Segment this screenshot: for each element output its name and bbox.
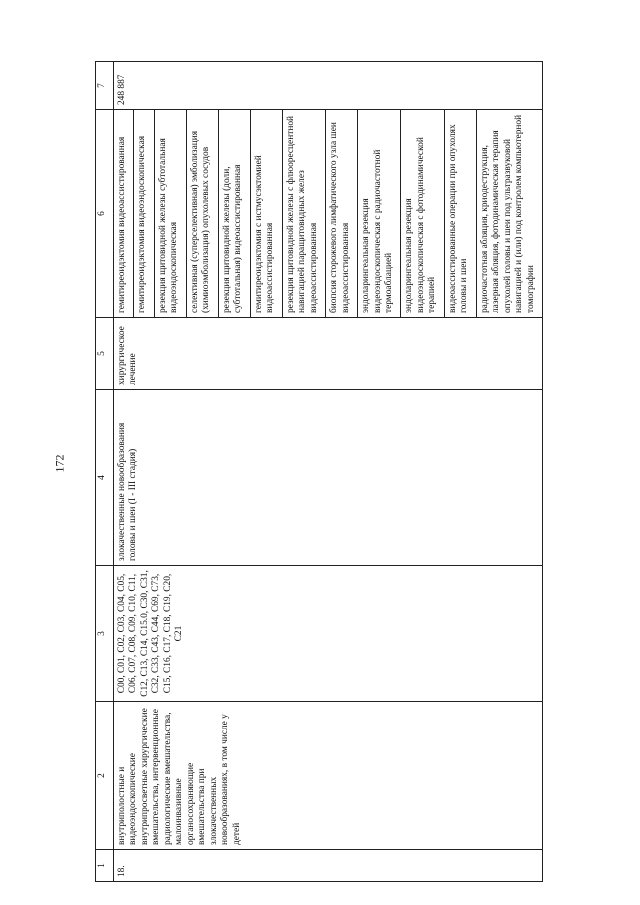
header-col-3: 3 — [96, 566, 114, 702]
method-item: гемитиреоидэктомия видеоэндоскопическая — [134, 110, 154, 317]
treatment-type-cell: внутриполостные и видеоэндоскопические внутрипросветные хирургические вмешательства, интервенционные радиологические вмешательства, малоинвазивные органосохраняющие вмешательства при злокачественных новообразованиях, в том числе у детей — [114, 702, 543, 850]
methods-cell — [114, 110, 543, 318]
methods-list — [114, 110, 542, 317]
header-col-7: 7 — [96, 62, 114, 110]
page-number: 172 — [52, 454, 67, 473]
method-item: селективная (суперселективная) эмболизация (химиоэмболизация) опухолевых сосудов — [186, 110, 218, 317]
header-col-2: 2 — [96, 702, 114, 850]
method-item: эндоларингеальная резекция видеоэндоскопическая с фотодинамической терапией — [401, 110, 444, 317]
method-item: резекция щитовидной железы (доли, субтотальная) видеоассистированная — [218, 110, 250, 317]
method-item: гемитиреоидэктомия с истмусэктомией видеоассистированная — [250, 110, 282, 317]
table-row — [114, 62, 543, 882]
header-col-4: 4 — [96, 390, 114, 566]
method-item: эндоларингеальная резекция видеоэндоскопическая с радиочастотной термоаблацией — [358, 110, 401, 317]
header-col-1: 1 — [96, 850, 114, 882]
table-container — [95, 62, 610, 882]
header-col-6: 6 — [96, 110, 114, 318]
model-patient-cell: злокачественные новообразования головы и шеи (I - III стадия) — [114, 390, 543, 566]
header-col-5: 5 — [96, 318, 114, 390]
row-number: 18. — [114, 850, 543, 882]
icd-codes-cell: C00, C01, C02, C03, C04, C05, C06, C07, C08, C09, C10, C11, C12, C13, C14, C15.0, C30, C31, C32, C33, C43, C44, C69, C73, C15, C16, C17, C18, C19, C20, C21 — [114, 566, 543, 702]
method-item: резекция щитовидной железы субтотальная видеоэндоскопическая — [154, 110, 186, 317]
header-row — [96, 62, 114, 882]
method-item: радиочастотная абляция, криодеструкция, лазерная абляция, фотодинамическая терапия опухолей головы и шеи под ультразвуковой навигацией и (или) под контролем компьютерной томографии — [479, 114, 536, 313]
method-item: гемитиреоидэктомия видеоассистированная — [114, 110, 134, 317]
method-item: видеоассистированные операции при опухолях головы и шеи — [444, 110, 476, 317]
procedures-table — [95, 61, 543, 882]
treatment-kind-cell: хирургическое лечение — [114, 318, 543, 390]
method-item: биопсия сторожевого лимфатического узла шеи видеоассистированная — [326, 110, 358, 317]
cost-cell: 248 887 — [114, 62, 543, 110]
method-item: резекция щитовидной железы с флюоресцентной навигацией паращитовидных желез видеоассистированная — [282, 110, 325, 317]
